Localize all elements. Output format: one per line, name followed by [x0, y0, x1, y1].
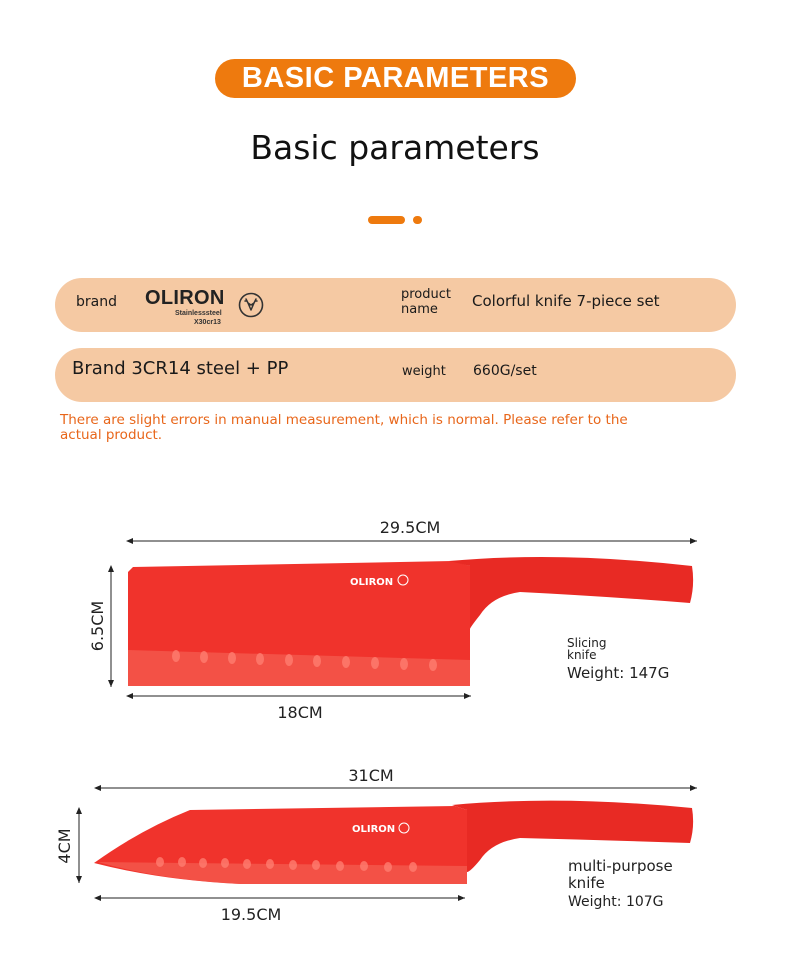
knife-name-line2: knife [568, 874, 605, 892]
product-name-value: Colorful knife 7-piece set [472, 292, 660, 310]
brand-logo-text: OLIRON [145, 287, 225, 309]
section-banner: BASIC PARAMETERS [215, 59, 576, 98]
deer-logo-icon [238, 292, 264, 318]
blade-height-label: 4CM [55, 828, 74, 864]
knife-name-line1: Slicing [567, 636, 607, 650]
blade-length-label: 19.5CM [220, 905, 282, 924]
overall-length-label: 31CM [348, 766, 394, 785]
brand-label: brand [76, 294, 117, 310]
blade-height-label: 6.5CM [88, 600, 107, 652]
knife-name-line2: knife [567, 648, 597, 662]
weight-label: weight [402, 364, 446, 379]
handle-shape [449, 557, 693, 630]
material-value: Brand 3CR14 steel + PP [72, 358, 289, 379]
blade-logo: OLIRON [350, 577, 394, 588]
blade-length-label: 18CM [277, 703, 323, 722]
product-name-label-line2: name [401, 302, 438, 317]
decor-dash [368, 216, 405, 224]
knife-weight: Weight: 107G [568, 894, 664, 910]
multipurpose-knife-diagram [0, 760, 790, 930]
knife-weight: Weight: 147G [567, 664, 670, 682]
decor-dot [413, 216, 422, 224]
product-name-label-line1: product [401, 287, 452, 302]
overall-length-label: 29.5CM [379, 518, 441, 537]
weight-value: 660G/set [473, 363, 537, 379]
measurement-note: There are slight errors in manual measurement, which is normal. Please refer to the actual product. [60, 412, 628, 443]
slicing-knife-diagram [0, 500, 790, 730]
knife-name-line1: multi-purpose [568, 857, 673, 875]
brand-logo-subtitle: Stainlesssteel [175, 310, 222, 317]
blade-logo: OLIRON [352, 824, 396, 835]
brand-logo-grade: X30cr13 [194, 319, 221, 326]
page-title: Basic parameters [250, 128, 540, 167]
